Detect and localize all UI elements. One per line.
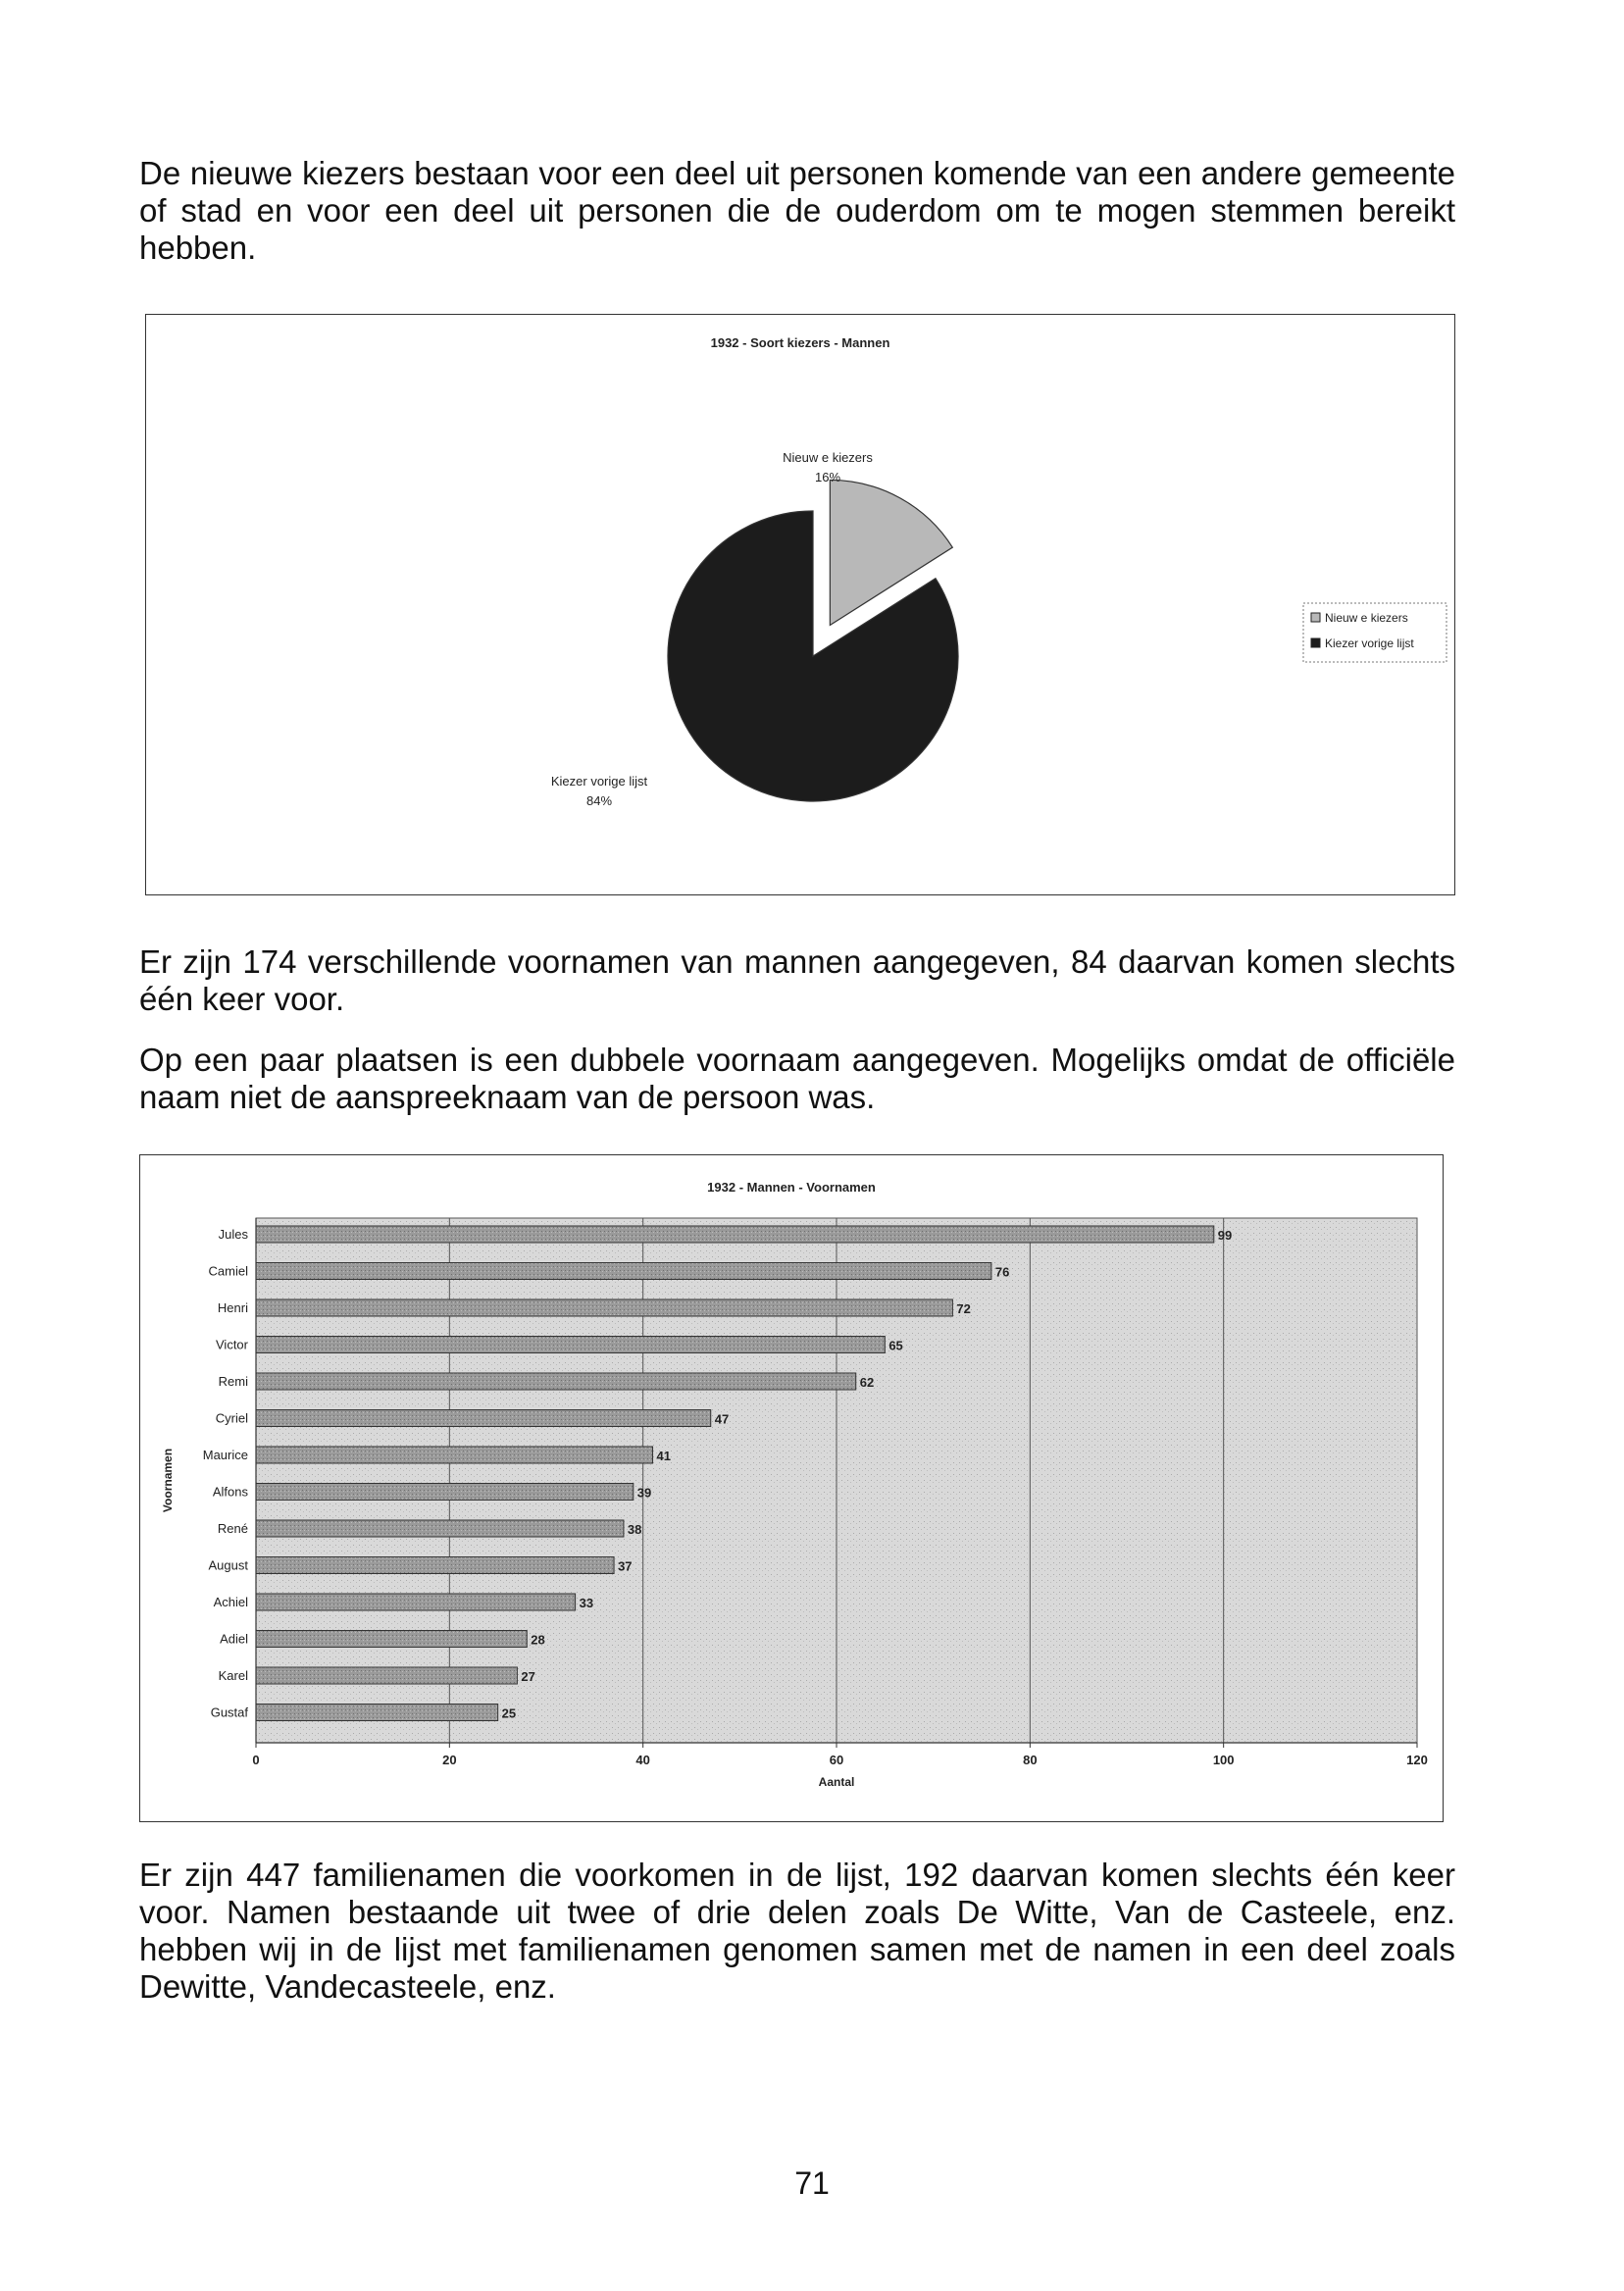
x-tick-label: 100: [1212, 1753, 1235, 1767]
bar: [256, 1226, 1214, 1243]
bar: [256, 1263, 991, 1280]
bar-data-label: 76: [994, 1264, 1010, 1280]
bar-data-label: 28: [531, 1632, 545, 1648]
legend-swatch: [1311, 613, 1320, 622]
bar-data-label: 65: [888, 1338, 903, 1353]
legend-entry-label: Nieuw e kiezers: [1325, 611, 1408, 625]
bar-data-label: 27: [521, 1669, 535, 1684]
paragraph-first-names: Er zijn 174 verschillende voornamen van mannen aangegeven, 84 daarvan komen slechts één keer voor.: [139, 943, 1455, 1017]
bar: [256, 1557, 614, 1574]
bar-data-label: 62: [859, 1375, 875, 1390]
x-tick-label: 60: [829, 1753, 844, 1767]
bar: [256, 1410, 711, 1427]
bar-data-label: 39: [636, 1485, 652, 1501]
bar-chart-title: 1932 - Mannen - Voornamen: [707, 1180, 876, 1195]
y-tick-label: Achiel: [213, 1595, 248, 1609]
bar: [256, 1705, 498, 1721]
bar: [256, 1520, 624, 1537]
x-tick-label: 0: [252, 1753, 260, 1767]
bar-data-label: 37: [618, 1558, 633, 1574]
bar-data-label: 38: [627, 1522, 642, 1537]
bar: [256, 1373, 856, 1390]
y-tick-label: Remi: [218, 1374, 248, 1389]
y-tick-label: Jules: [218, 1227, 248, 1242]
pie-chart-title: 1932 - Soort kiezers - Mannen: [710, 335, 890, 350]
pie-slice-label: Kiezer vorige lijst: [550, 774, 648, 789]
pie-chart-frame: [145, 314, 1455, 895]
pie-slice-value-label: 16%: [814, 470, 841, 484]
paragraph-family-names: Er zijn 447 familienamen die voorkomen in de lijst, 192 daarvan komen slechts één keer voor. Namen bestaande uit twee of drie delen zoals De Witte, Van de Casteele, enz. hebben wij in de lijst met familienamen genomen samen met de namen in een deel zoals Dewitte, Vandecasteele, enz.: [139, 1857, 1455, 2005]
x-tick-label: 40: [635, 1753, 650, 1767]
bar: [256, 1667, 517, 1684]
y-tick-label: Maurice: [202, 1448, 248, 1462]
legend-swatch: [1311, 638, 1320, 647]
pie-slice-label: Nieuw e kiezers: [783, 450, 873, 465]
bar-data-label: 47: [714, 1411, 730, 1427]
y-tick-label: Alfons: [212, 1484, 248, 1500]
bar: [256, 1337, 885, 1353]
bar-data-label: 33: [579, 1596, 594, 1610]
y-tick-label: Henri: [217, 1300, 248, 1315]
bar: [256, 1631, 527, 1648]
bar-data-label: 72: [956, 1301, 971, 1316]
y-tick-label: August: [208, 1557, 248, 1573]
y-tick-label: Gustaf: [210, 1705, 248, 1720]
bar-data-label: 25: [501, 1706, 517, 1721]
y-tick-label: Camiel: [208, 1263, 248, 1279]
y-tick-label: René: [217, 1521, 248, 1536]
pie-chart: [146, 315, 1454, 894]
legend-entry-label: Kiezer vorige lijst: [1325, 636, 1414, 650]
bar: [256, 1484, 634, 1501]
y-tick-label: Victor: [216, 1337, 248, 1352]
y-tick-label: Karel: [218, 1668, 248, 1683]
y-axis-title: Voornamen: [161, 1448, 175, 1513]
x-tick-label: 20: [442, 1753, 457, 1767]
x-tick-label: 80: [1023, 1753, 1038, 1767]
bar: [256, 1447, 653, 1463]
x-axis-title: Aantal: [818, 1775, 855, 1789]
x-tick-label: 120: [1406, 1753, 1428, 1767]
y-tick-label: Adiel: [220, 1631, 248, 1647]
paragraph-new-voters: De nieuwe kiezers bestaan voor een deel uit personen komende van een andere gemeente of stad en voor een deel uit personen die de ouderdom om te mogen stemmen bereikt hebben.: [139, 155, 1455, 266]
bar-chart: [140, 1155, 1443, 1821]
pie-slice-value-label: 84%: [585, 793, 613, 808]
bar: [256, 1594, 576, 1610]
page-number: 71: [794, 2165, 830, 2201]
y-tick-label: Cyriel: [215, 1410, 248, 1426]
paragraph-double-names: Op een paar plaatsen is een dubbele voornaam aangegeven. Mogelijks omdat de officiële naam niet de aanspreeknaam van de persoon was.: [139, 1042, 1455, 1115]
bar-data-label: 41: [656, 1449, 672, 1463]
bar-data-label: 99: [1217, 1228, 1233, 1243]
bar: [256, 1299, 952, 1316]
bar-chart-frame: [139, 1154, 1444, 1822]
